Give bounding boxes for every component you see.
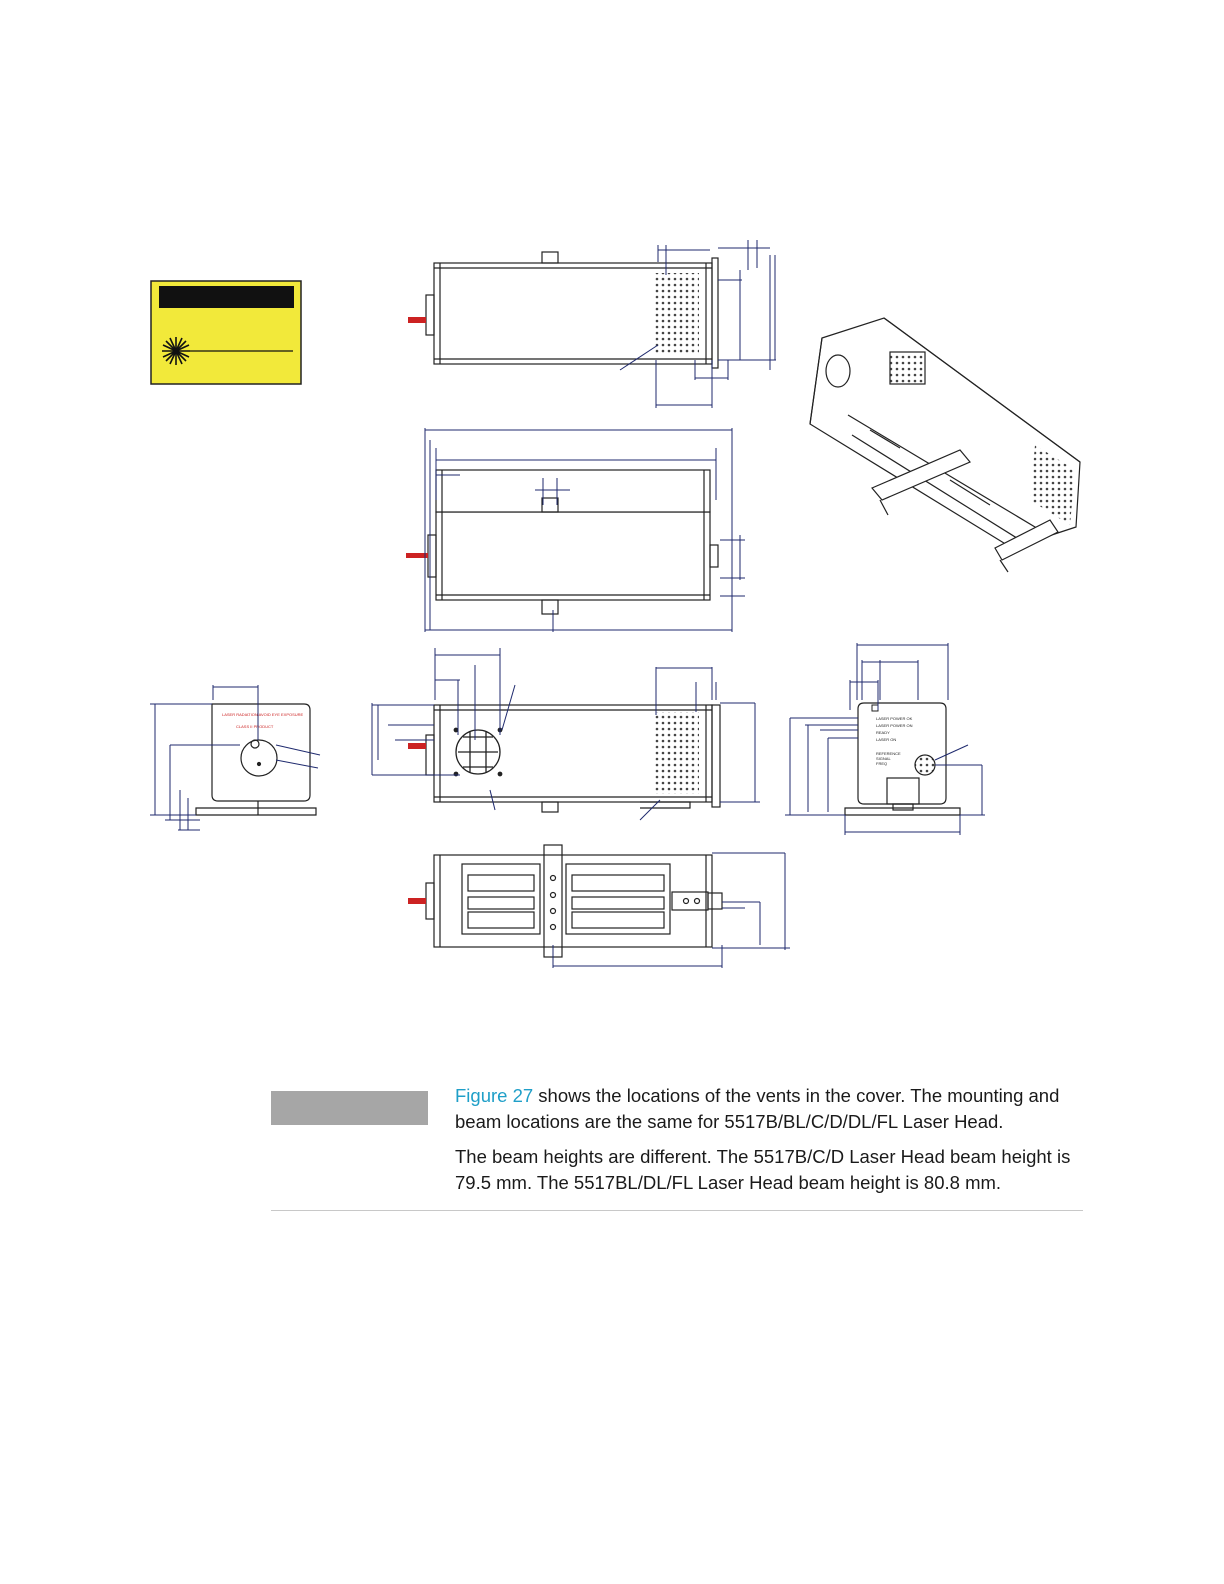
svg-text:FREQ: FREQ bbox=[876, 761, 888, 766]
note-heading-bar bbox=[271, 1091, 428, 1125]
figure-link[interactable]: Figure 27 bbox=[455, 1085, 534, 1106]
end-view-right bbox=[845, 703, 960, 815]
fan-grille-icon bbox=[456, 730, 500, 774]
paragraph-beam-heights: The beam heights are different. The 5517B/C/D Laser Head beam height is 79.5 mm. The 5517BL/DL/FL Laser Head beam height is 80.8 mm. bbox=[455, 1146, 1071, 1193]
bottom-view bbox=[408, 845, 722, 957]
side-view-center bbox=[408, 705, 720, 812]
svg-text:LASER POWER ON: LASER POWER ON bbox=[876, 723, 913, 728]
plan-view bbox=[406, 470, 718, 614]
end-view-left bbox=[196, 704, 316, 815]
paragraph-vent-locations bbox=[455, 1083, 1095, 1135]
svg-text:LASER RADIATION AVOID EYE EXP: LASER RADIATION AVOID EYE EXPOSURE bbox=[222, 712, 304, 717]
svg-text:LASER POWER OK: LASER POWER OK bbox=[876, 716, 913, 721]
svg-text:SIGNAL: SIGNAL bbox=[876, 756, 891, 761]
laser-warning-label bbox=[151, 281, 301, 384]
svg-text:CLASS II PRODUCT: CLASS II PRODUCT bbox=[236, 724, 274, 729]
side-view-top bbox=[408, 252, 718, 368]
laser-starburst-icon bbox=[162, 337, 190, 365]
svg-text:REFERENCE: REFERENCE bbox=[876, 751, 901, 756]
section-divider bbox=[271, 1210, 1083, 1211]
paragraph-1-text: shows the locations of the vents in the cover. The mounting and beam locations are the same for 5517B/BL/C/D/DL/FL Laser Head. bbox=[455, 1085, 1060, 1132]
isometric-view bbox=[810, 318, 1080, 572]
svg-text:READY: READY bbox=[876, 730, 890, 735]
body-text bbox=[455, 1083, 1095, 1205]
svg-text:LASER ON: LASER ON bbox=[876, 737, 897, 742]
